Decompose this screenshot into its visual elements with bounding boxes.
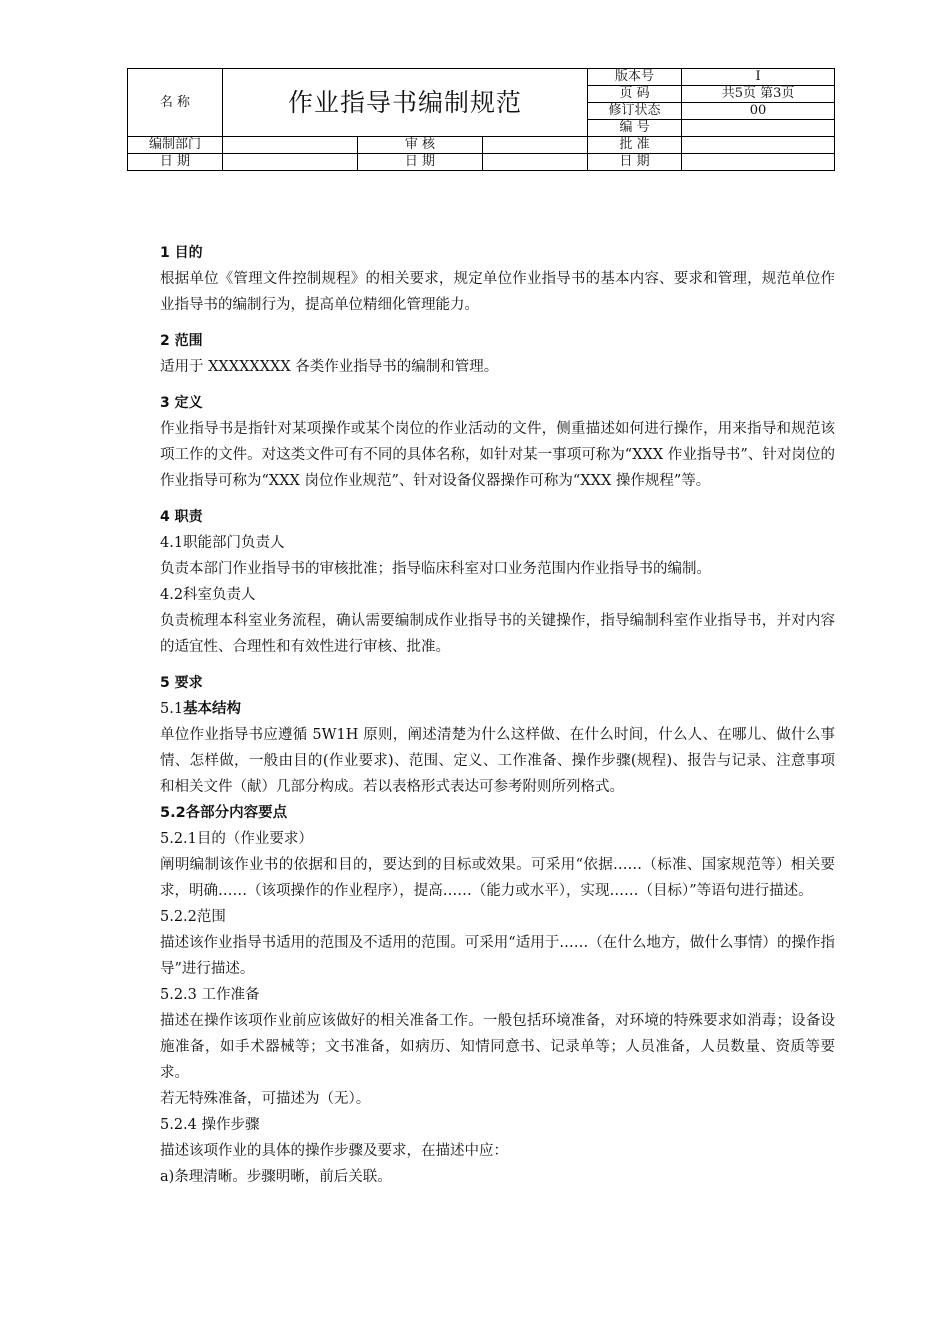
version-value: I: [682, 69, 835, 86]
date-value-3: [682, 154, 835, 171]
date-label-3: 日 期: [588, 154, 682, 171]
date-value-1: [223, 154, 358, 171]
section-5-2-2-text: 描述该作业指导书适用的范围及不适用的范围。可采用“适用于……（在什么地方，做什么事情）的操作指导”进行描述。: [160, 935, 835, 977]
date-value-2: [483, 154, 588, 171]
section-1-heading: 1 目的: [160, 245, 203, 261]
section-5-1-title-text: 基本结构: [183, 701, 242, 717]
section-5-2-3-title: 5.2.3 工作准备: [160, 987, 260, 1003]
date-label-1: 日 期: [128, 154, 223, 171]
section-5-2-2-title: 5.2.2范围: [160, 909, 226, 925]
section-2-heading: 2 范围: [160, 333, 203, 349]
section-4-1-title: 4.1职能部门负责人: [160, 535, 285, 551]
section-4-1-text: 负责本部门作业指导书的审核批准；指导临床科室对口业务范围内作业指导书的编制。: [160, 561, 711, 577]
page-label: 页 码: [588, 86, 682, 103]
section-5-2-title: 5.2各部分内容要点: [160, 805, 288, 821]
section-5-1-title: [160, 696, 835, 722]
section-5-heading: 5 要求: [160, 675, 203, 691]
section-2-text: 适用于 XXXXXXXX 各类作业指导书的编制和管理。: [160, 359, 499, 375]
section-3-text: 作业指导书是指针对某项操作或某个岗位的作业活动的文件，侧重描述如何进行操作，用来指导和规范该项工作的文件。对这类文件可有不同的具体名称，如针对某一事项可称为“XXX 作业指导书”、针对岗位的作业指导可称为“XXX 岗位作业规范”、针对设备仪器操作可称为“XXX 操作规程”等。: [160, 421, 835, 489]
section-5-2-3-text: 描述在操作该项作业前应该做好的相关准备工作。一般包括环境准备，对环境的特殊要求如消毒；设备设施准备，如手术器械等；文书准备，如病历、知情同意书、记录单等；人员准备，人员数量、资质等要求。: [160, 1013, 835, 1081]
section-5-2-3-note: 若无特殊准备，可描述为（无）。: [160, 1091, 371, 1107]
date-label-2: 日 期: [358, 154, 483, 171]
version-label: 版本号: [588, 69, 682, 86]
section-4-heading: 4 职责: [160, 509, 203, 525]
approve-value: [682, 137, 835, 154]
document-title: 作业指导书编制规范: [223, 69, 588, 137]
section-5-2-1-text: 阐明编制该作业书的依据和目的，要达到的目标或效果。可采用“依据……（标准、国家规范等）相关要求，明确……（该项操作的作业程序），提高……（能力或水平），实现……（目标）”等语句进行描述。: [160, 857, 835, 899]
number-label: 编 号: [588, 120, 682, 137]
dept-value: [223, 137, 358, 154]
section-5-2-4-item-a: a)条理清晰。步骤明晰，前后关联。: [160, 1169, 392, 1185]
document-header-table: [127, 68, 835, 171]
section-3-heading: 3 定义: [160, 395, 203, 411]
section-5-2-1-title: 5.2.1目的（作业要求）: [160, 831, 313, 847]
number-value: [682, 120, 835, 137]
name-label: 名 称: [128, 69, 223, 137]
section-4-2-text: 负责梳理本科室业务流程，确认需要编制成作业指导书的关键操作，指导编制科室作业指导书，并对内容的适宜性、合理性和有效性进行审核、批准。: [160, 613, 835, 655]
page-value: 共5页 第3页: [682, 86, 835, 103]
dept-label: 编制部门: [128, 137, 223, 154]
review-value: [483, 137, 588, 154]
section-5-2-4-text: 描述该项作业的具体的操作步骤及要求，在描述中应：: [160, 1143, 508, 1159]
revision-label: 修订状态: [588, 103, 682, 120]
section-5-1-number: 5.1: [160, 701, 184, 717]
section-5-1-text: 单位作业指导书应遵循 5W1H 原则，阐述清楚为什么这样做、在什么时间，什么人、在哪儿、做什么事情、怎样做，一般由目的(作业要求)、范围、定义、工作准备、操作步骤(规程)、报告与记录、注意事项和相关文件（献）几部分构成。若以表格形式表达可参考附则所列格式。: [160, 727, 835, 795]
section-5-2-4-title: 5.2.4 操作步骤: [160, 1117, 260, 1133]
revision-value: 00: [682, 103, 835, 120]
document-body: [160, 240, 835, 1190]
section-4-2-title: 4.2科室负责人: [160, 587, 256, 603]
approve-label: 批 准: [588, 137, 682, 154]
section-1-text: 根据单位《管理文件控制规程》的相关要求，规定单位作业指导书的基本内容、要求和管理，规范单位作业指导书的编制行为，提高单位精细化管理能力。: [160, 271, 835, 313]
review-label: 审 核: [358, 137, 483, 154]
